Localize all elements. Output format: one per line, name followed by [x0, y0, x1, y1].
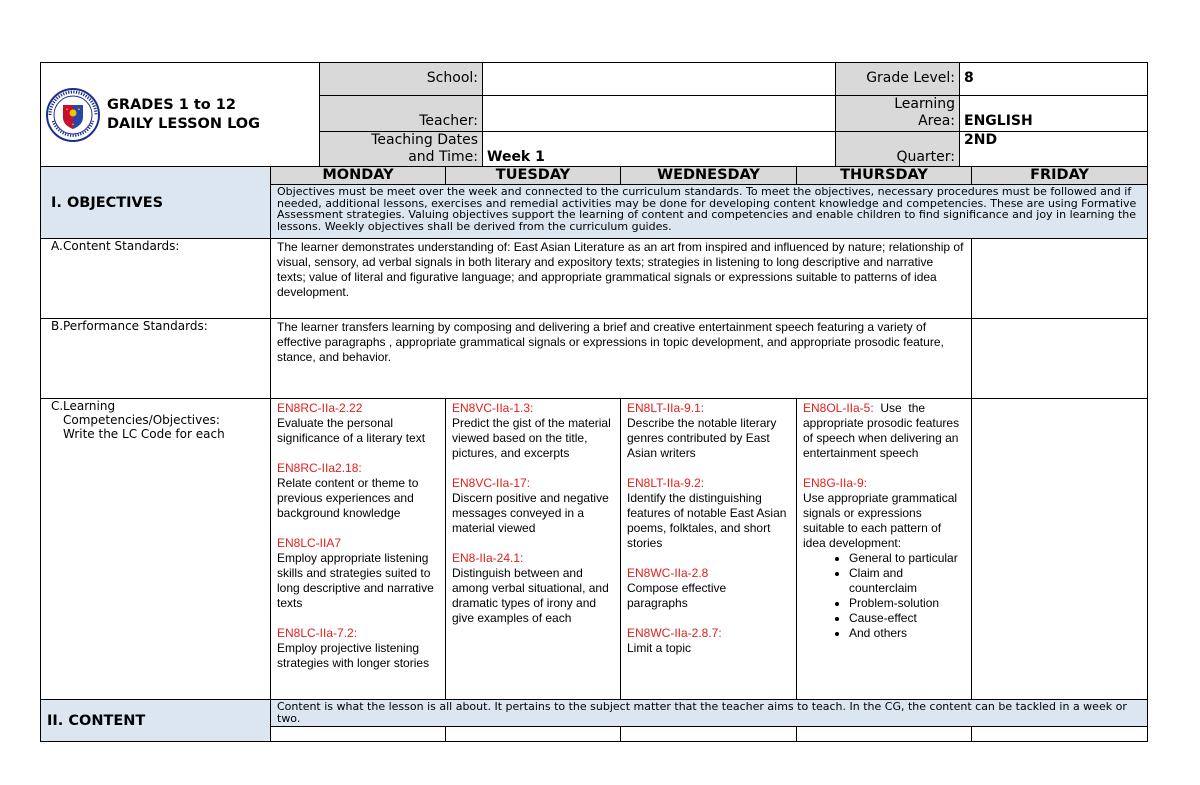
lc-item [277, 401, 439, 446]
lc-item [452, 476, 614, 536]
objectives-note: Objectives must be meet over the week and connected to the curriculum standards. To meet the objectives, necessary procedures must be followed and if needed, additional lessons, exercises and remedial activities may be done for developing content knowledge and competencies. These are using Formative Assessment strategies. Valuing objectives support the learning of content and competencies and enable children to find significance and joy in learning the lessons. Weekly objectives shall be derived from the curriculum guides. [271, 185, 1148, 239]
content-monday[interactable] [271, 727, 446, 742]
content-standards-letter: A. [51, 239, 63, 253]
lc-text-inline: Use the [873, 401, 926, 415]
lc-text: Use appropriate grammatical signals or expressions suitable to each pattern of idea development: [803, 491, 958, 550]
content-standards-text[interactable]: The learner demonstrates understanding of: East Asian Literature as an art from inspired and influenced by nature; relationship of visual, sensory, ad verbal signals in both literary and expository texts; strategies in listening to long descriptive and narrative texts; value of literal and figurative language; and appropriate grammatical signals or expressions suitable to patterns of idea development. [271, 239, 972, 319]
objectives-label-cell [41, 167, 271, 239]
learning-area-label-line1: Learning [894, 96, 955, 112]
school-label: School: [320, 63, 483, 96]
content-note: Content is what the lesson is all about. It pertains to the subject matter that the teacher aims to teach. In the CG, the content can be tackled in a week or two. [271, 700, 1148, 727]
days-header-row [41, 167, 1148, 185]
lc-item [627, 626, 790, 656]
lc-text: Describe the notable literary genres contributed by East Asian writers [627, 416, 777, 460]
lc-text: Discern positive and negative messages conveyed in a material viewed [452, 491, 609, 535]
lc-item [627, 401, 790, 461]
content-wednesday[interactable] [621, 727, 797, 742]
lc-text: Evaluate the personal significance of a literary text [277, 416, 426, 445]
content-tuesday[interactable] [446, 727, 621, 742]
performance-standards-friday[interactable] [972, 319, 1148, 399]
lc-friday[interactable] [972, 399, 1148, 700]
content-standards-text-label: Content Standards: [63, 239, 180, 253]
lc-code: EN8RC-IIa-2.22 [277, 401, 363, 415]
list-item: • Cause-effect [849, 611, 965, 626]
lc-letter: C. [51, 399, 64, 413]
content-standards-label [41, 239, 271, 319]
day-header-friday: FRIDAY [972, 167, 1148, 185]
content-row [41, 700, 1148, 727]
lc-item [277, 626, 439, 671]
performance-standards-letter: B. [51, 319, 64, 333]
content-standards-row [41, 239, 1148, 319]
performance-standards-text-label: Performance Standards: [63, 319, 208, 333]
lc-label-2: Competencies/Objectives: [63, 413, 220, 427]
deped-seal-icon [45, 87, 101, 143]
learning-competencies-row [41, 399, 1148, 700]
lc-text: Employ appropriate listening skills and strategies suited to long descriptive and narrative texts [277, 551, 434, 610]
content-friday[interactable] [972, 727, 1148, 742]
lesson-log-table [40, 166, 1148, 742]
lc-text: appropriate prosodic features of speech when delivering an entertainment speech [803, 416, 960, 460]
lc-wednesday[interactable] [621, 399, 797, 700]
lc-label-1: Learning [63, 399, 116, 413]
teaching-dates-field[interactable]: Week 1 [483, 132, 836, 168]
list-item: • Claim and counterclaim [849, 566, 965, 596]
header-table [40, 62, 1148, 168]
teacher-label: Teacher: [320, 96, 483, 132]
learning-area-label [836, 96, 960, 132]
performance-standards-label [41, 319, 271, 399]
lc-code: EN8WC-IIa-2.8 [627, 566, 709, 580]
lc-code: EN8LC-IIA7 [277, 536, 342, 550]
teacher-field[interactable] [483, 96, 836, 132]
quarter-label: Quarter: [836, 132, 960, 168]
lc-text: Identify the distinguishing features of notable East Asian poems, folktales, and short stories [627, 491, 787, 550]
lc-code: EN8-IIa-24.1: [452, 551, 524, 565]
lc-code: EN8G-IIa-9: [803, 476, 868, 490]
lc-item [627, 566, 790, 611]
lc-code: EN8LC-IIa-7.2: [277, 626, 358, 640]
content-label: II. CONTENT [41, 700, 271, 742]
lc-text: Employ projective listening strategies with longer stories [277, 641, 430, 670]
performance-standards-text[interactable]: The learner transfers learning by composing and delivering a brief and creative entertainment speech featuring a variety of effective paragraphs , appropriate grammatical signals or expressions in topic development, and appropriate prosodic feature, stance, and behavior. [271, 319, 972, 399]
content-thursday[interactable] [797, 727, 972, 742]
title-line-2: DAILY LESSON LOG [107, 116, 261, 132]
day-header-thursday: THURSDAY [797, 167, 972, 185]
lc-label-3: Write the LC Code for each [63, 427, 225, 441]
lc-text: Compose effective paragraphs [627, 581, 727, 610]
lc-code: EN8LT-IIa-9.2: [627, 476, 705, 490]
day-header-monday: MONDAY [271, 167, 446, 185]
lc-item [452, 401, 614, 461]
teaching-dates-label [320, 132, 483, 168]
lc-item [452, 551, 614, 626]
teaching-dates-label-line2: and Time: [408, 149, 478, 165]
lc-code: EN8OL-IIa-5: [803, 401, 874, 415]
teaching-dates-label-line1: Teaching Dates [371, 132, 478, 148]
lc-tuesday[interactable] [446, 399, 621, 700]
day-header-tuesday: TUESDAY [446, 167, 621, 185]
lc-code: EN8WC-IIa-2.8.7: [627, 626, 722, 640]
lc-thursday[interactable] [797, 399, 972, 700]
lc-monday[interactable] [271, 399, 446, 700]
learning-area-field[interactable]: ENGLISH [960, 96, 1148, 132]
lc-text: Limit a topic [627, 641, 692, 655]
objectives-label: I. OBJECTIVES [51, 194, 164, 211]
title-line-1: GRADES 1 to 12 [107, 97, 236, 113]
lc-code: EN8VC-IIa-17: [452, 476, 531, 490]
school-field[interactable] [483, 63, 836, 96]
lc-code: EN8RC-IIa2.18: [277, 461, 362, 475]
list-item: • General to particular [849, 551, 965, 566]
lc-text: Predict the gist of the material viewed based on the title, pictures, and excerpts [452, 416, 611, 460]
lc-text: Relate content or theme to previous experiences and background knowledge [277, 476, 419, 520]
lc-bullet-list [803, 551, 965, 641]
lc-item [803, 401, 965, 461]
lc-item [277, 461, 439, 521]
content-standards-friday[interactable] [972, 239, 1148, 319]
lc-text: Distinguish between and among verbal situational, and dramatic types of irony and give examples of each [452, 566, 609, 625]
lc-item [277, 536, 439, 611]
performance-standards-row [41, 319, 1148, 399]
list-item: • And others [849, 626, 965, 641]
learning-area-label-line2: Area: [918, 113, 955, 129]
lc-code: EN8VC-IIa-1.3: [452, 401, 534, 415]
quarter-field[interactable]: 2ND [960, 132, 1148, 168]
grade-level-label: Grade Level: [836, 63, 960, 96]
day-header-wednesday: WEDNESDAY [621, 167, 797, 185]
learning-competencies-label [41, 399, 271, 700]
grade-level-field[interactable]: 8 [960, 63, 1148, 96]
lc-item [627, 476, 790, 551]
list-item: • Problem-solution [849, 596, 965, 611]
header-logo-cell [41, 63, 320, 168]
lc-code: EN8LT-IIa-9.1: [627, 401, 705, 415]
lc-item [803, 476, 965, 641]
